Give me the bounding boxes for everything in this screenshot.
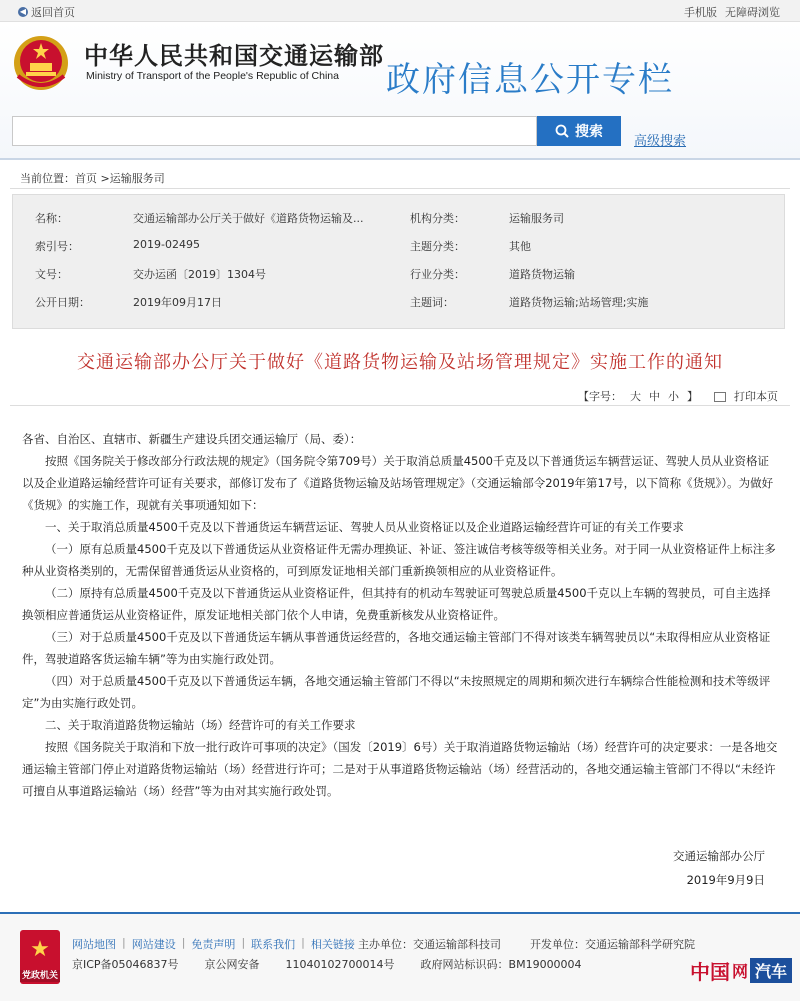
topic-label: 主题分类： (410, 240, 465, 253)
document-title: 交通运输部办公厅关于做好《道路货物运输及站场管理规定》实施工作的通知 (77, 352, 723, 373)
national-emblem-icon (12, 32, 70, 94)
print-icon[interactable] (714, 392, 726, 402)
brand-part: 汽车 (750, 958, 792, 983)
back-arrow-icon: ◀ (19, 7, 27, 16)
docno-label: 文号： (35, 268, 68, 281)
document-body (22, 428, 778, 802)
footer-registration (72, 956, 582, 972)
icp-number[interactable]: 京ICP备05046837号 (72, 958, 179, 971)
back-home-label: 返回首页 (31, 6, 75, 19)
industry-label: 行业分类： (410, 268, 465, 281)
brand-part: 网 (731, 962, 748, 981)
breadcrumb-separator: > (97, 172, 110, 185)
date-label: 公开日期： (35, 296, 90, 309)
footer-developer: 开发单位：交通运输部科学研究院 (530, 938, 695, 951)
party-gov-logo-icon[interactable]: ★ 党政机关 (20, 930, 60, 984)
font-size-label: 【字号： (578, 390, 622, 403)
ministry-name-cn: 中华人民共和国交通运输部 (84, 42, 384, 70)
police-number: 11040102700014号 (285, 958, 395, 971)
font-size-medium[interactable]: 中 (649, 390, 660, 403)
logo-text: 党政机关 (21, 971, 58, 981)
breadcrumb-home[interactable]: 首页 (75, 172, 97, 185)
section-heading: 一、关于取消总质量4500千克及以下普通货运车辆营运证、驾驶人员从业资格证以及企业道路运输经营许可证的有关工作要求 (45, 520, 684, 534)
topic-value: 其他 (509, 240, 531, 253)
search-icon (555, 124, 569, 138)
meta-row (13, 287, 784, 315)
separator: | (241, 936, 246, 949)
font-size-tools (578, 388, 778, 404)
sign-date: 2019年9月9日 (686, 873, 765, 887)
index-label: 索引号： (35, 240, 79, 253)
separator: | (122, 936, 126, 949)
footer-link-related[interactable]: 相关链接 (310, 938, 355, 951)
paragraph: （四）对于总质量4500千克及以下普通货运车辆，各地交通运输主管部门不得以“未按照规定的周期和频次进行车辆综合性能检测和技术等级评定”为由实施行政处罚。 (22, 674, 771, 710)
font-size-large[interactable]: 大 (630, 390, 641, 403)
police-label: 京公网安备 (204, 958, 260, 971)
back-home-link[interactable] (18, 4, 75, 20)
paragraph: （三）对于总质量4500千克及以下普通货运车辆从事普通货运经营的，各地交通运输主管部门不得对该类车辆驾驶员以“未取得相应从业资格证件，驾驶道路客货运输车辆”等为由实施行政处罚。 (22, 630, 771, 666)
font-size-small[interactable]: 小 (668, 390, 679, 403)
org-value: 运输服务司 (509, 212, 564, 225)
divider (10, 405, 790, 406)
divider (10, 188, 790, 189)
document-meta-box (12, 194, 785, 329)
signature: 交通运输部办公厅 (673, 849, 765, 863)
search-input[interactable] (12, 116, 537, 146)
breadcrumb-current[interactable]: 运输服务司 (109, 172, 165, 185)
meta-row (13, 231, 784, 259)
accessibility-link[interactable]: 无障碍浏览 (725, 6, 780, 19)
keywords-label: 主题词： (410, 296, 454, 309)
docno-value: 交办运函〔2019〕1304号 (133, 268, 266, 281)
footer-links (72, 936, 355, 952)
paragraph: 按照《国务院关于修改部分行政法规的规定》（国务院令第709号）关于取消总质量4500千克及以下普通货运车辆营运证、驾驶人员从业资格证以及企业道路运输经营许可证有关要求，部修订发布了《道路货物运输及站场管理规定》（交通运输部令2019年第17号，以下简称《货规》）。为做好《货规》的实施工作，现就有关事项通知如下： (22, 454, 774, 512)
org-label: 机构分类： (410, 212, 465, 225)
site-id: 政府网站标识码：BM19000004 (420, 958, 582, 971)
print-link[interactable]: 打印本页 (734, 390, 778, 403)
salutation: 各省、自治区、直辖市、新疆生产建设兵团交通运输厅（局、委）： (22, 432, 362, 446)
name-value: 交通运输部办公厅关于做好《道路货物运输及... (133, 212, 364, 225)
footer-link-contact[interactable]: 联系我们 (251, 938, 296, 951)
column-title: 政府信息公开专栏 (386, 60, 674, 100)
font-size-end: 】 (687, 390, 698, 403)
site-footer (0, 914, 800, 1001)
meta-row (13, 259, 784, 287)
mobile-version-link[interactable]: 手机版 (684, 6, 717, 19)
keywords-value: 道路货物运输;站场管理;实施 (509, 296, 649, 309)
breadcrumb-prefix: 当前位置： (20, 172, 75, 185)
separator: | (181, 936, 186, 949)
watermark-logo (690, 956, 792, 985)
brand-part: 中国 (689, 960, 730, 984)
footer-link-construction[interactable]: 网站建设 (131, 938, 176, 951)
section-heading: 二、关于取消道路货物运输站（场）经营许可的有关工作要求 (45, 718, 356, 732)
name-label: 名称： (35, 212, 68, 225)
advanced-search-link[interactable]: 高级搜索 (634, 134, 687, 149)
paragraph: 按照《国务院关于取消和下放一批行政许可事项的决定》（国发〔2019〕6号）关于取消道路货物运输站（场）经营许可的决定要求：一是各地交通运输主管部门停止对道路货物运输站（场）经营进行许可；二是对于从事道路货物运输站（场）经营活动的，各地交通运输主管部门不得以“未经许可擅自从事道路运输站（场）经营”等为由对其实施行政处罚。 (22, 740, 778, 798)
footer-link-disclaimer[interactable]: 免责声明 (191, 938, 236, 951)
breadcrumb (20, 170, 165, 186)
footer-host: 主办单位：交通运输部科技司 (358, 938, 501, 951)
industry-value: 道路货物运输 (509, 268, 575, 281)
site-header (0, 22, 800, 160)
date-value: 2019年09月17日 (133, 296, 222, 309)
paragraph: （一）原有总质量4500千克及以下普通货运从业资格证件无需办理换证、补证、签注诚信考核等级等相关业务。对于同一从业资格证件上标注多种从业资格类别的，无需保留普通货运从业资格的，可到原发证地相关部门重新换领相应的从业资格证件。 (22, 542, 776, 578)
separator: | (301, 936, 305, 949)
footer-link-sitemap[interactable]: 网站地图 (72, 938, 116, 951)
index-value: 2019-02495 (133, 238, 200, 251)
meta-row (13, 203, 784, 231)
paragraph: （二）原持有总质量4500千克及以下普通货运从业资格证件，但其持有的机动车驾驶证可驾驶总质量4500千克以上车辆的驾驶员，可自主选择换领相应普通货运从业资格证件，原发证地相关部门依个人申请，免费重新核发从业资格证件。 (22, 586, 771, 622)
top-bar (0, 0, 800, 22)
ministry-name-en: Ministry of Transport of the People's Republic of China (86, 70, 339, 82)
search-button-label: 搜索 (575, 124, 603, 140)
search-button[interactable] (537, 116, 621, 146)
